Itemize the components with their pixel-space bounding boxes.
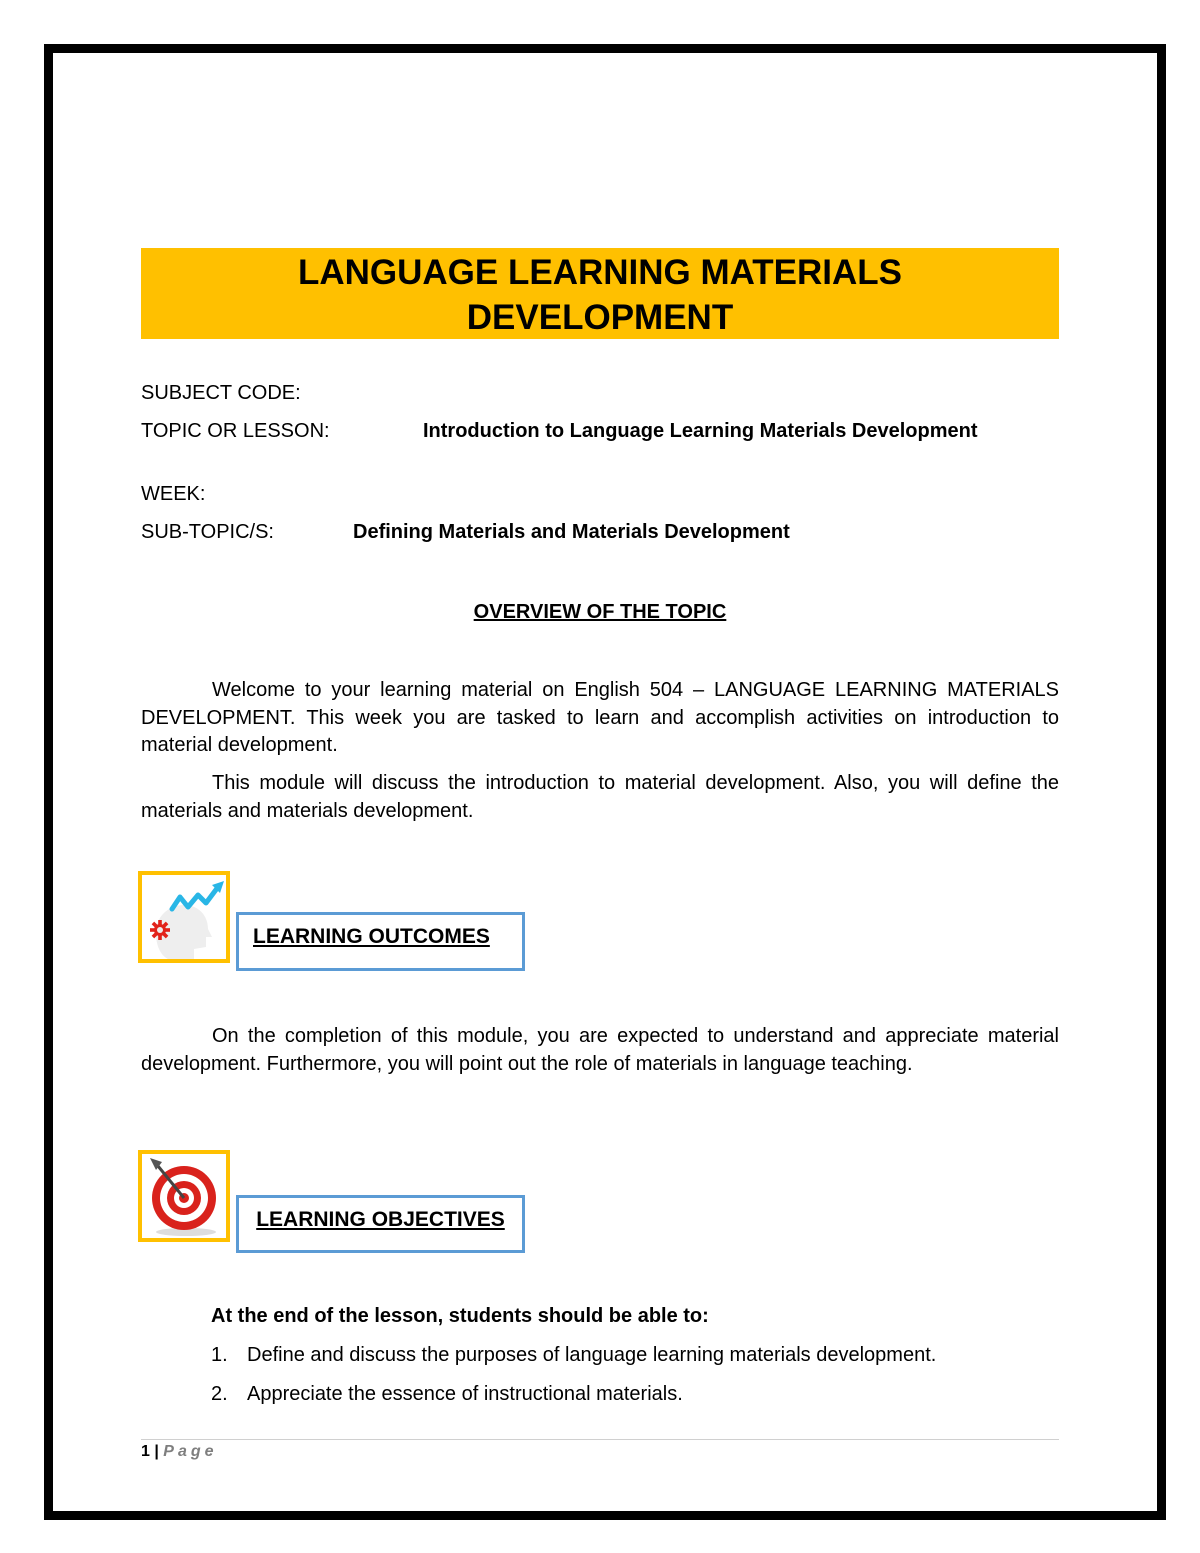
overview-heading: OVERVIEW OF THE TOPIC [473, 601, 727, 623]
week-label: WEEK: [141, 483, 206, 505]
learning-outcomes-icon-frame [138, 871, 230, 963]
objective-number: 2. [211, 1383, 228, 1405]
objective-item [211, 1342, 936, 1381]
title-line-2: DEVELOPMENT [466, 298, 734, 337]
objectives-list [211, 1342, 936, 1420]
topic-label: TOPIC OR LESSON: [141, 420, 330, 442]
subtopic-label: SUB-TOPIC/S: [141, 521, 274, 543]
footer-separator: | [154, 1443, 159, 1460]
learning-outcomes-label: LEARNING OUTCOMES [253, 925, 490, 948]
page-number: 1 [141, 1443, 150, 1460]
subtopic-value: Defining Materials and Materials Development [353, 521, 790, 543]
overview-paragraph-2: This module will discuss the introduction to material development. Also, you will define the materials and materials development. [141, 772, 1059, 822]
objective-text: Define and discuss the purposes of language learning materials development. [247, 1344, 937, 1366]
objectives-intro: At the end of the lesson, students should be able to: [211, 1305, 709, 1327]
learning-objectives-label: LEARNING OBJECTIVES [256, 1208, 505, 1231]
outcomes-paragraph: On the completion of this module, you are expected to understand and appreciate material development. Furthermore, you will point out the role of materials in language teaching. [141, 1025, 1059, 1075]
objective-number: 1. [211, 1344, 228, 1366]
topic-value: Introduction to Language Learning Materials Development [423, 420, 978, 442]
learning-objectives-label-box [236, 1195, 525, 1253]
objective-item [211, 1381, 936, 1420]
title-banner [141, 248, 1059, 339]
footer-divider [141, 1439, 1059, 1440]
objective-text: Appreciate the essence of instructional materials. [247, 1383, 683, 1405]
target-dart-icon [142, 1154, 226, 1238]
subject-code-label: SUBJECT CODE: [141, 382, 301, 404]
title-line-1: LANGUAGE LEARNING MATERIALS [297, 253, 903, 292]
growth-chart-icon [142, 875, 226, 959]
page-footer [141, 1442, 218, 1462]
page-word: Page [163, 1443, 218, 1460]
learning-objectives-icon-frame [138, 1150, 230, 1242]
learning-outcomes-label-box [236, 912, 525, 971]
overview-paragraph-1: Welcome to your learning material on English 504 – LANGUAGE LEARNING MATERIALS DEVELOPMENT. This week you are tasked to learn and accomplish activities on introduction to material development. [141, 679, 1059, 756]
